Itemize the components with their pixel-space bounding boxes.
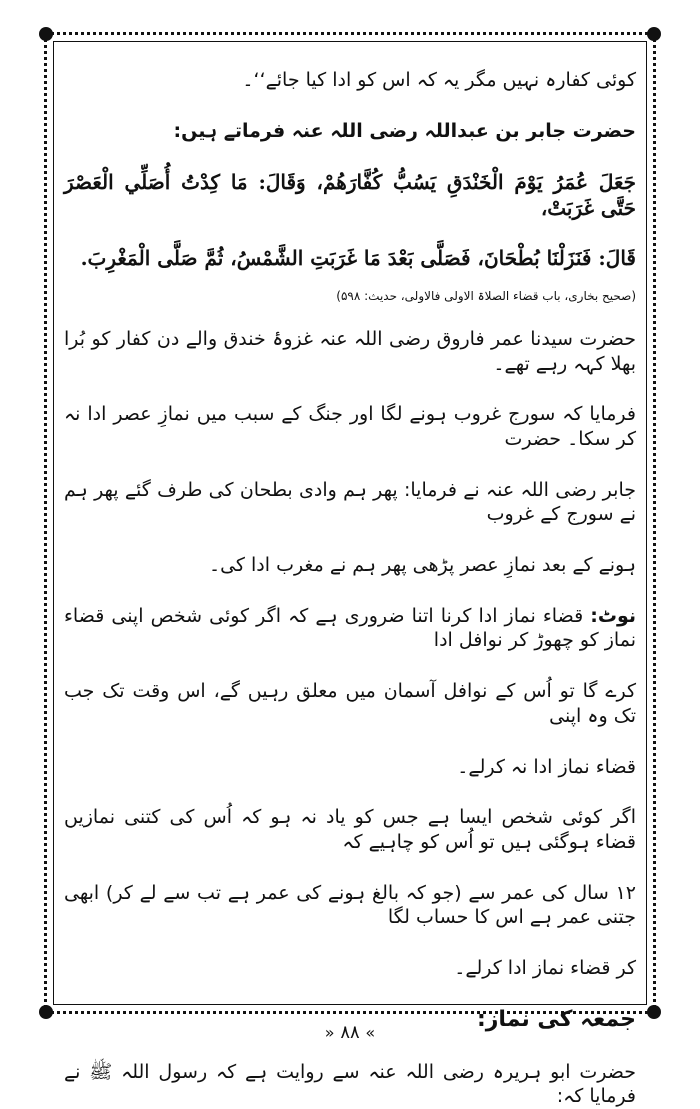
page-number-bracket: « bbox=[324, 1023, 335, 1042]
hadith-reference: (صحیح بخاری، باب قضاء الصلاۃ الاولی فالاولی، حدیث: ۵۹۸) bbox=[336, 289, 636, 304]
note-paragraph bbox=[64, 604, 636, 653]
border-corner-ornament bbox=[647, 1005, 661, 1019]
arabic-hadith-line: قَالَ: فَنَزَلْنَا بُطْحَانَ، فَصَلَّى بَعْدَ مَا غَرَبَتِ الشَّمْسُ، ثُمَّ صَلَّى الْمَغْرِبَ. bbox=[80, 246, 636, 271]
text-line: کوئی کفارہ نہیں مگر یہ کہ اس کو ادا کیا جائے‘‘۔ bbox=[242, 69, 636, 91]
text-line: حضرت ابو ہریرہ رضی اللہ عنہ سے روایت ہے کہ رسول اللہ ﷺ نے فرمایا کہ: bbox=[64, 1060, 636, 1108]
text-line: جابر رضی اللہ عنہ نے فرمایا: پھر ہم وادی بطحان کی طرف گئے پھر ہم نے سورج کے غروب bbox=[64, 478, 636, 526]
text-line: کرے گا تو اُس کے نوافل آسمان میں معلق رہیں گے، اس وقت تک جب تک وہ اپنی bbox=[64, 680, 636, 727]
arabic-hadith-line: جَعَلَ عُمَرُ يَوْمَ الْخَنْدَقِ يَسُبُّ كُفَّارَهُمْ، وَقَالَ: مَا كِدْتُ أُصَلِّي الْعَصْرَ حَتَّى غَرَبَتْ، bbox=[64, 170, 636, 221]
text-line: فرمایا کہ سورج غروب ہونے لگا اور جنگ کے سبب میں نمازِ عصر ادا نہ کر سکا۔ حضرت bbox=[64, 403, 636, 451]
note-label: نوٹ: bbox=[590, 604, 636, 627]
border-corner-ornament bbox=[39, 27, 53, 41]
page-number bbox=[0, 1022, 700, 1043]
text-line: حضرت سیدنا عمر فاروق رضی اللہ عنہ غزوۂ خندق والے دن کفار کو بُرا بھلا کہہ رہے تھے۔ bbox=[64, 327, 636, 375]
text-line: حضرت جابر بن عبداللہ رضی اللہ عنہ فرماتے ہیں: bbox=[173, 119, 636, 142]
text-line: کر قضاء نماز ادا کرلے۔ bbox=[454, 956, 636, 979]
text-line: اگر کوئی شخص ایسا ہے جس کو یاد نہ ہو کہ اُس کی کتنی نمازیں قضاء ہوگئی ہیں تو اُس کو چاہیے کہ bbox=[64, 806, 636, 853]
note-text: قضاء نماز ادا کرنا اتنا ضروری ہے کہ اگر کوئی شخص اپنی قضاء نماز کو چھوڑ کر نوافل ادا bbox=[64, 604, 636, 652]
text-line: ۱۲ سال کی عمر سے (جو کہ بالغ ہونے کی عمر ہے تب سے لے کر) ابھی جتنی عمر ہے اس کا حساب لگا bbox=[64, 881, 636, 929]
page-number-value: ۸۸ bbox=[340, 1022, 360, 1043]
text-line: قضاء نماز ادا نہ کرلے۔ bbox=[457, 755, 636, 778]
border-corner-ornament bbox=[39, 1005, 53, 1019]
page-number-bracket: » bbox=[365, 1023, 376, 1042]
border-corner-ornament bbox=[647, 27, 661, 41]
section-heading: جمعہ کی نماز: bbox=[476, 1006, 636, 1032]
text-line: ہونے کے بعد نمازِ عصر پڑھی پھر ہم نے مغرب ادا کی۔ bbox=[208, 554, 636, 577]
